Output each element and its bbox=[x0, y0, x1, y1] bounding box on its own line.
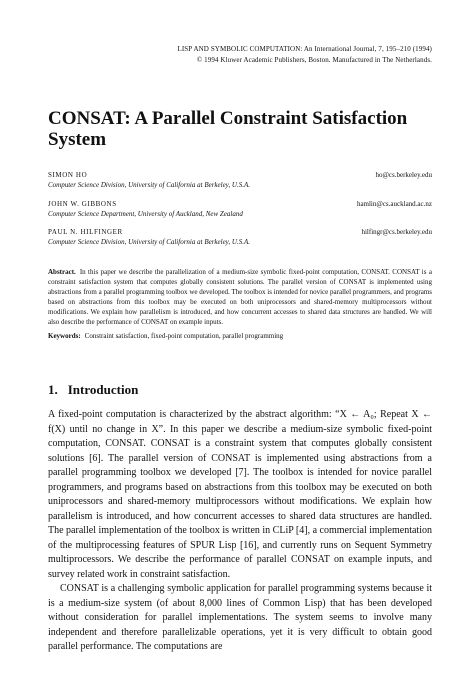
keywords bbox=[48, 331, 432, 341]
body-paragraph-1: A fixed-point computation is characterized by the abstract algorithm: “X ← A₀; Repeat X ← f(X) until no change in X”. In this paper we describe a medium-size symbolic fixed-point computation, CONSAT. CONSAT is a constraint system that computes globally consistent solutions [6]. The parallel version of CONSAT is implemented using abstractions from a parallel programming toolbox we developed [7]. The toolbox is intended for novice parallel programmers, and programs based on abstractions from this toolbox may be executed on both uniprocessors and shared-memory multiprocessors without modifications. We explain how parallelism is introduced, and how concurrent accesses to shared data structures are handled. The parallel implementation of the toolbox is written in CLiP [4], a commercial implementation of the multiprocessing features of SPUR Lisp [16], and currently runs on Sequent Symmetry multiprocessors. We describe the performance of parallel CONSAT on example inputs, and survey related work in constraint satisfaction. bbox=[48, 409, 432, 580]
author-name: SIMON HO bbox=[48, 171, 88, 179]
author-email: ho@cs.berkeley.edu bbox=[375, 171, 432, 179]
keywords-text: Constraint satisfaction, fixed-point computation, parallel programming bbox=[84, 332, 284, 340]
abstract bbox=[48, 267, 432, 327]
author-block-3 bbox=[48, 227, 432, 247]
journal-header-line-2: © 1994 Kluwer Academic Publishers, Boston. Manufactured in The Netherlands. bbox=[196, 56, 432, 64]
paper-title: CONSAT: A Parallel Constraint Satisfaction System bbox=[48, 108, 408, 150]
body-paragraph-2: CONSAT is a challenging symbolic application for parallel programming systems because it is a medium-size system (of about 8,000 lines of Common Lisp) that has been developed without consideration for parallel implementations. The system seems to involve many independent and therefore parallelizable operations, yet it is very difficult to obtain good parallel performance. The computations are bbox=[48, 583, 432, 652]
section-heading bbox=[48, 382, 138, 398]
abstract-label: Abstract. bbox=[48, 268, 76, 276]
author-email: hilfingr@cs.berkeley.edu bbox=[361, 228, 432, 236]
author-name: JOHN W. GIBBONS bbox=[48, 200, 117, 208]
author-affiliation: Computer Science Department, University of Auckland, New Zealand bbox=[48, 210, 243, 218]
section-number: 1. bbox=[48, 382, 58, 397]
keywords-label: Keywords: bbox=[48, 332, 81, 340]
author-affiliation: Computer Science Division, University of California at Berkeley, U.S.A. bbox=[48, 181, 250, 189]
section-title: Introduction bbox=[67, 382, 139, 397]
author-affiliation: Computer Science Division, University of California at Berkeley, U.S.A. bbox=[48, 238, 250, 246]
journal-header-line-1: LISP AND SYMBOLIC COMPUTATION: An International Journal, 7, 195–210 (1994) bbox=[177, 45, 432, 53]
abstract-text: In this paper we describe the parallelization of a medium-size symbolic fixed-point computation, CONSAT. CONSAT is a constraint satisfaction system that computes globally consistent solutions. The parallel version of CONSAT is implemented using abstractions from a parallel programming toolbox we developed. The toolbox is intended for novice parallel programmers, and programs based on abstractions from this toolbox may be executed on both uniprocessors and shared-memory multiprocessors without modifications. We explain how parallelism is introduced, and how concurrent accesses to shared data structures are handled. We will also describe the performance of CONSAT on example inputs. bbox=[48, 268, 432, 326]
body-text bbox=[48, 408, 432, 655]
author-block-1 bbox=[48, 170, 432, 190]
author-name: PAUL N. HILFINGER bbox=[48, 228, 123, 236]
author-email: hamlin@cs.auckland.ac.nz bbox=[356, 200, 432, 208]
author-block-2 bbox=[48, 199, 432, 219]
